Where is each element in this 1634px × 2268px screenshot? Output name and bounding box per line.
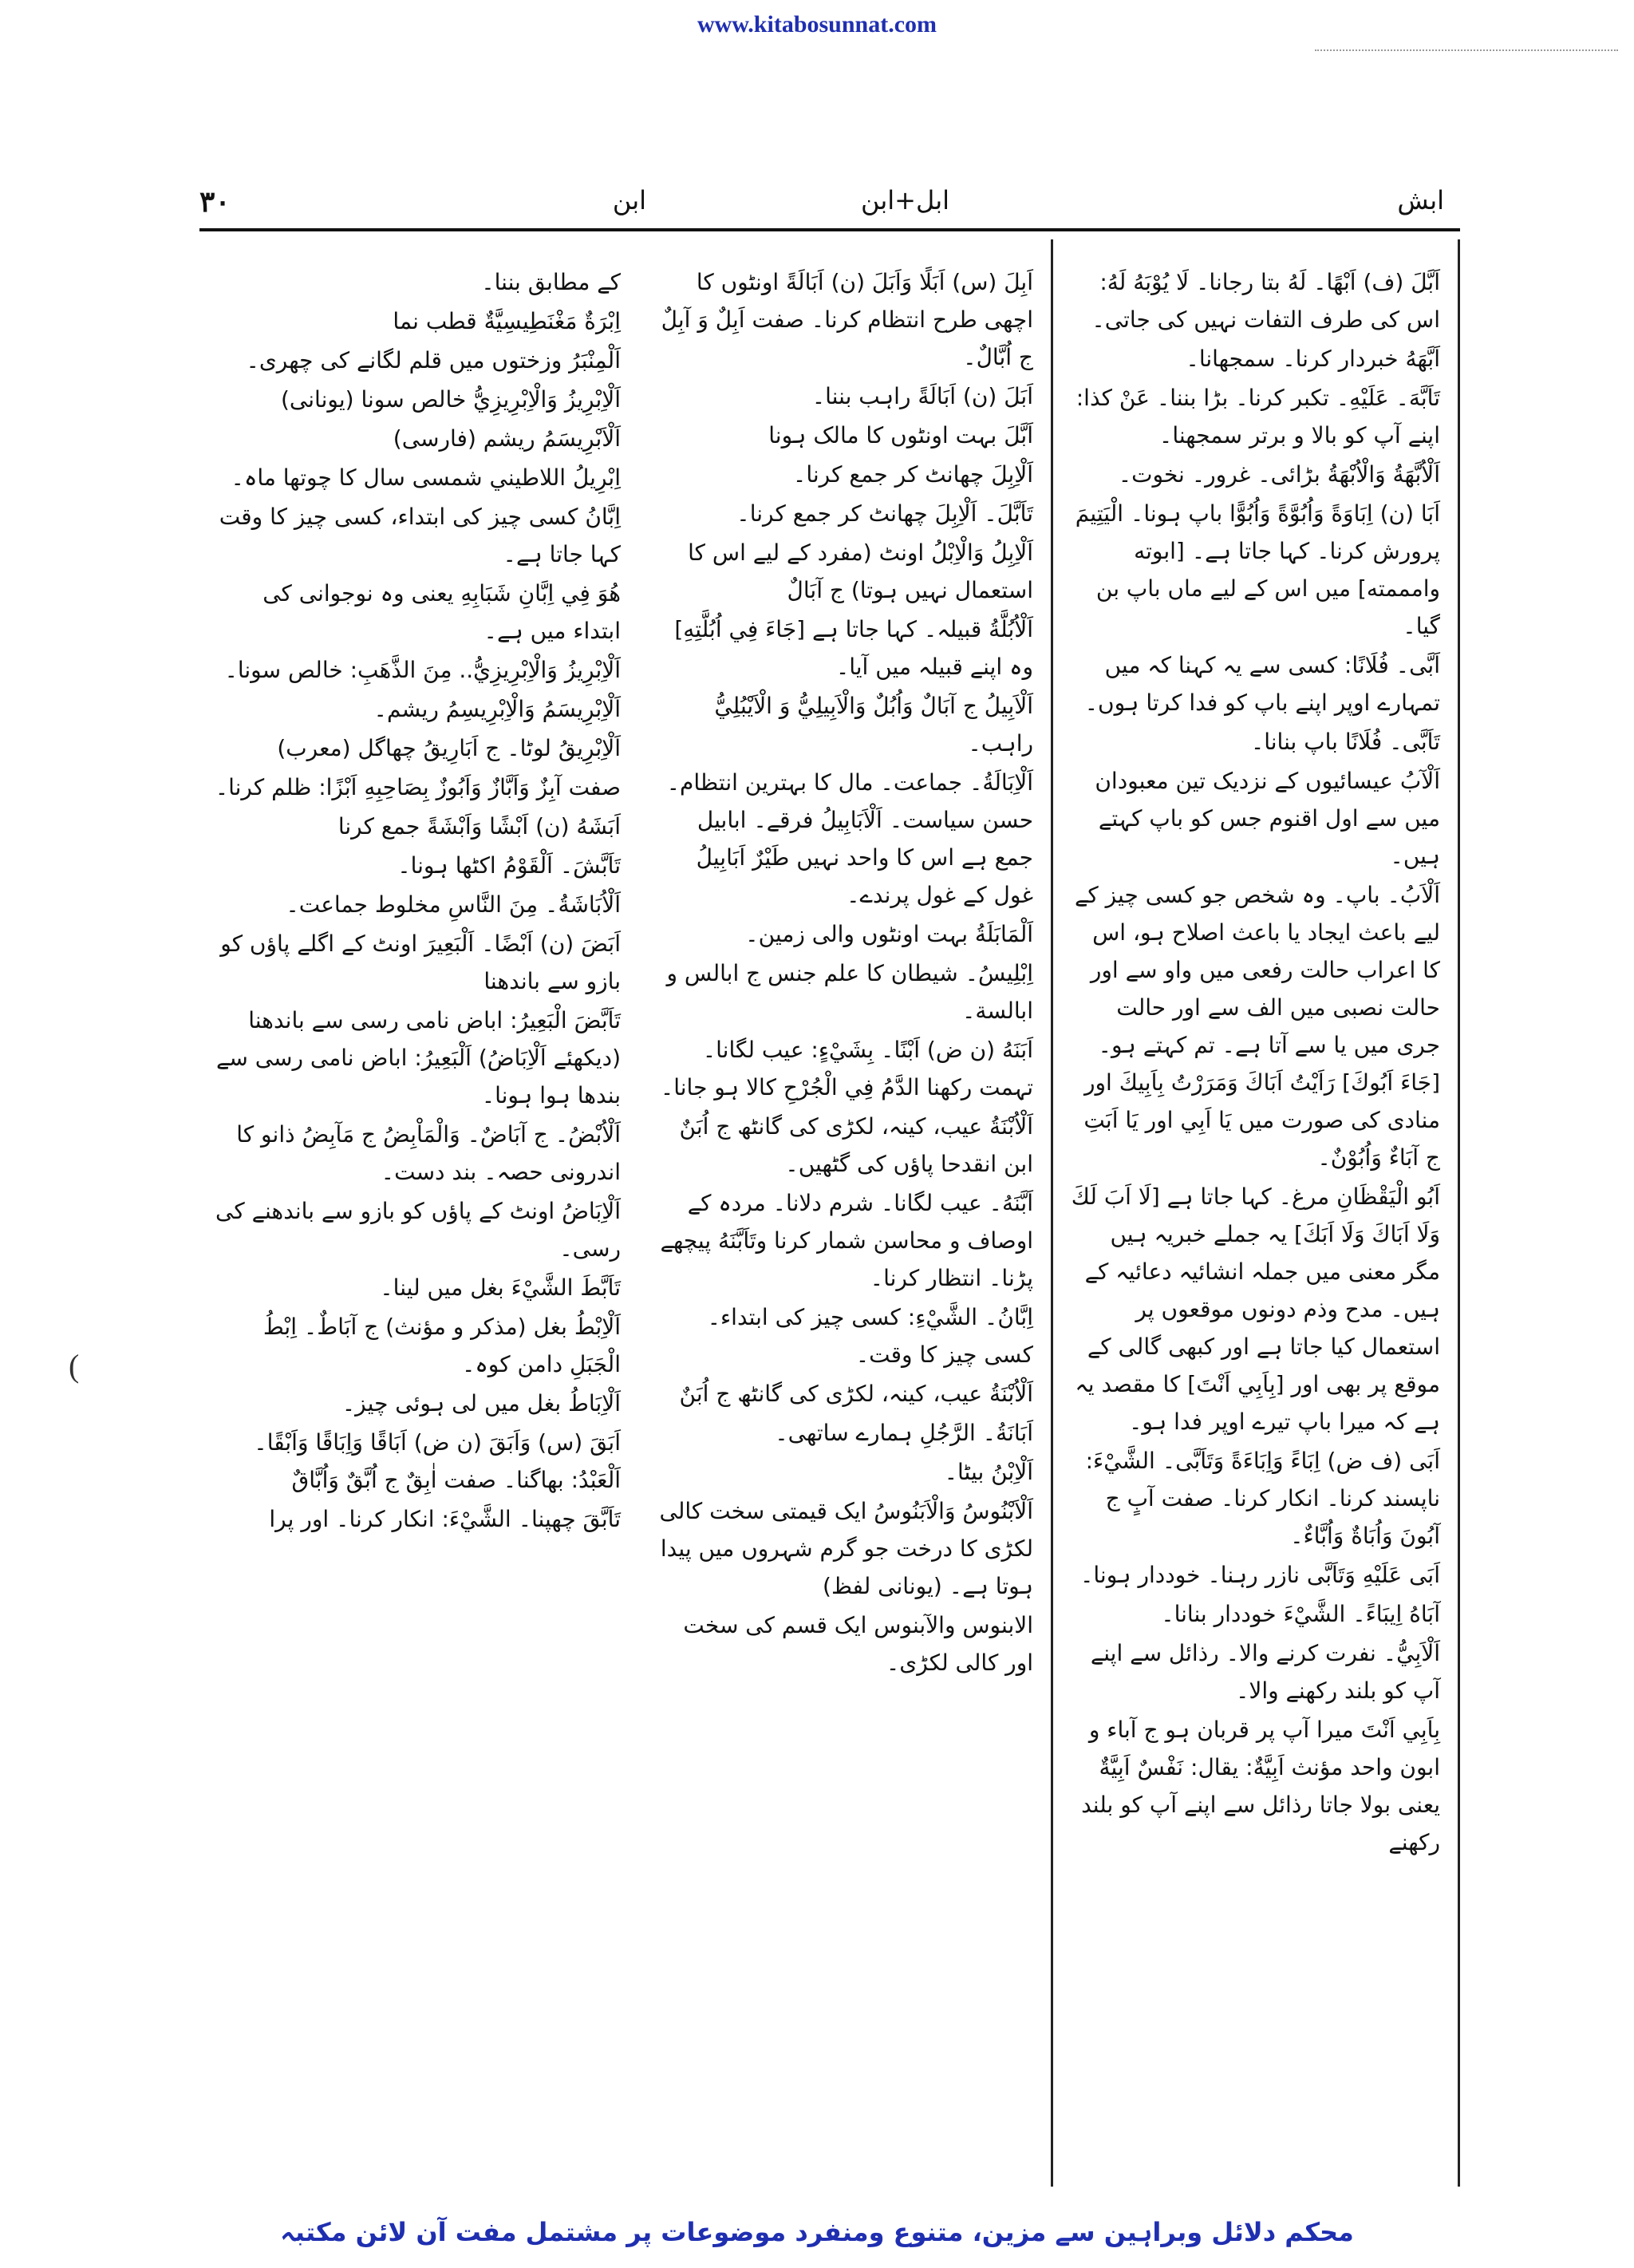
dictionary-columns [191,239,1460,2187]
dictionary-entry: صفت آبِزٌ وَاَبَّازٌ وَاَبُوزٌ بِصَاحِبِهِ اَبْزًا: ظلم کرنا۔ [215,774,621,800]
dictionary-entry: اَلْاِبْنُ بیٹا۔ [944,1459,1033,1485]
dictionary-entry: اَبَقَ (س) وَاَبَقَ (ن ض) اَبَاقًا وَاِبَاقًا وَاَبْقًا۔ اَلْعَبْدُ: بھاگنا۔ صفت اٰبِقٌ ج اُبَّقٌ وَاُبَّاقٌ [254,1429,621,1493]
column-left [1053,239,1460,2187]
dictionary-entry: اَلْاُبَّهَةُ وَالْاُبْهَةُ بڑائی۔ غرور۔ نخوت۔ [1118,461,1440,488]
site-url: www.kitabosunnat.com [697,11,937,38]
dictionary-entry: اِبْلِيسُ۔ شیطان کا علم جنس ج ابالس و ابالسة۔ [666,960,1033,1024]
dictionary-entry: اَلْاِبَالَةُ۔ جماعت۔ مال کا بہترین انتظام۔ حسن سیاست۔ اَلْاَبَابِيلُ فرقے۔ ابابیل جمع ہے اس کا واحد نہیں طَيْرٌ اَبَابِيلُ غول کے غول پرندے۔ [666,769,1033,908]
dictionary-entry: تَاَبَّقَ چھپنا۔ الشَّيْءَ: انکار کرنا۔ اور پرا [269,1506,621,1532]
dictionary-entry: اَبَلَ (ن) اَبَالَةً راہب بننا۔ [811,383,1033,409]
dictionary-entry: اَلْاُبَاشَةُ۔ مِنَ النَّاسِ مخلوط جماعت۔ [286,891,621,918]
dictionary-entry: اَبَى (ف ض) اِبَاءً وَاِبَاءَةً وَتَاَبَّى۔ الشَّيْءَ: ناپسند کرنا۔ انکار کرنا۔ صفت آبٍ ج آبُونَ وَاُبَاةٌ وَاُبَّاءٌ۔ [1085,1448,1440,1549]
page-number: ۳۰ [199,186,231,218]
dictionary-entry: اَلْاَبِيلُ ج آبَالٌ وَاُبُلٌ وَالْاَبِيلِيُّ وَ الْاَيْبُلِيُّ راہب۔ [714,693,1033,757]
dictionary-entry: اَلْاُبْنَةُ عیب، کینہ، لکڑی کی گانٹھ ج اُبَنٌ ابن انقدحا پاؤں کی گٹھیں۔ [679,1113,1033,1177]
dictionary-entry: اِبْرِيلُ اللاطيني شمسی سال کا چوتھا ماہ۔ [231,464,621,491]
dictionary-entry: اَلْمِنْبَرُ وزختوں میں قلم لگانے کی چھری۔ [246,347,621,373]
dictionary-entry: اَبَّنَهُ۔ عیب لگانا۔ شرم دلانا۔ مردہ کے اوصاف و محاسن شمار کرنا وتَاَبَّنَهُ پیچھے پڑنا۔ انتظار کرنا۔ [660,1190,1033,1291]
dictionary-entry: اَلْاِبْرِيزُ وَالْاِبْرِيزِيُّ خالص سونا (یونانی) [281,386,621,413]
dictionary-entry: تَاَبَّى۔ فُلَانًا باپ بنانا۔ [1250,729,1440,755]
dictionary-entry: اَلْاِبِلَ چھانٹ کر جمع کرنا۔ [792,461,1033,488]
dictionary-entry: اَلْمَابَلَةُ بہت اونٹوں والی زمین۔ [745,921,1033,947]
dictionary-entry: اَلْاَبْرِيسَمُ ریشم (فارسی) [393,425,621,452]
dictionary-entry: اَبَشَهُ (ن) اَبْشًا وَاَبْشَةً جمع کرنا [337,813,621,840]
dictionary-entry: اَلْاِبْرِيسَمُ وَالْاِبْرِيسِمُ ریشم۔ [373,696,621,722]
dictionary-entry: اَلْاِبْطُ بغل (مذکر و مؤنث) ج آبَاطٌ۔ اِبْطُ الْجَبَلِ دامن کوہ۔ [262,1314,621,1377]
dictionary-entry: تَاَبَّضَ الْبَعِيرُ: اباض نامی رسی سے باندھنا (دیکھئے اَلْاِبَاضُ) اَلْبَعِيرُ: اباض نامی رسی سے بندھا ہوا ہونا۔ [215,1007,621,1108]
dictionary-entry: اِبْرَةٌ مَغْنَطِيسِيَّةٌ قطب نما [393,308,621,334]
dictionary-entry: اَلْاِبْرِيزُ وَالْاِبْرِيزِيُّ.. مِنَ الذَّهَبِ: خالص سونا۔ [224,657,621,683]
column-right [191,239,638,2187]
dictionary-entry: بِاَبِي اَنْتَ میرا آپ پر قربان ہو ج آباء و ابون واحد مؤنث اَبِيَّةٌ: يقال: نَفْسٌ اَبِيَّةٌ یعنی بولا جاتا رذائل سے اپنے آپ کو بلند رکھنے [1081,1717,1440,1855]
dictionary-entry: اَبَنَهُ (ن ض) اَبْنًا۔ بِشَيْءٍ: عیب لگانا۔ تہمت رکھنا الدَّمُ فِي الْجُرْحِ کالا ہو جانا۔ [660,1037,1033,1100]
dictionary-entry: اَلْاِبْرِيقُ لوٹا۔ ج اَبَارِيقُ چھاگل (معرب) [277,735,621,761]
dictionary-entry: اَبَّلَ (ف) اَبْهًا۔ لَهُ بتا رجانا۔ لَا يُوْبَهُ لَهُ: اس کی طرف التفات نہیں کی جاتی۔ [1091,269,1440,333]
dictionary-entry: اِبَّانُ کسی چیز کی ابتداء، کسی چیز کا وقت کہا جاتا ہے۔ [219,504,621,567]
footer-tagline: محکم دلائل وبراہین سے مزین، متنوع ومنفرد موضوعات پر مشتمل مفت آن لائن مکتبہ [280,2217,1354,2247]
dictionary-entry: اَلْاِبَاطُ بغل میں لی ہوئی چیز۔ [341,1390,621,1417]
dictionary-entry: اَلْاَبِيُّ۔ نفرت کرنے والا۔ رذائل سے اپنے آپ کو بلند رکھنے والا۔ [1090,1640,1440,1704]
dictionary-entry: اِبَّانُ۔ الشَّيْءِ: کسی چیز کی ابتداء۔ کسی چیز کا وقت۔ [707,1304,1033,1368]
header-left-word: ابن [612,185,646,215]
dictionary-entry: تَاَبَّطَ الشَّيْءَ بغل میں لینا۔ [380,1274,621,1301]
dictionary-entry: اَبَّهَهُ خبردار کرنا۔ سمجھانا۔ [1186,346,1440,372]
dictionary-entry: اَلْاَبْنُوسُ وَالْاَبَنُوسُ ایک قیمتی سخت کالی لکڑی کا درخت جو گرم شہروں میں پیدا ہوتا ہے۔ (یونانی لفظ) [659,1498,1033,1599]
dictionary-entry: کے مطابق بننا۔ [481,269,621,295]
dictionary-entry: اَلْآبُ عیسائیوں کے نزدیک تین معبودان میں سے اول اقنوم جس کو باپ کہتے ہیں۔ [1095,768,1440,869]
dictionary-entry: اَبِلَ (س) اَبَلًا وَاَبَلَ (ن) اَبَالَةً اونٹوں کا اچھی طرح انتظام کرنا۔ صفت اَبِلٌ وَ آبِلٌ ج اُبَّالٌ۔ [661,269,1033,370]
dictionary-entry: اَبَضَ (ن) اَبْضًا۔ اَلْبَعِيرَ اونٹ کے اگلے پاؤں کو بازو سے باندھنا [220,931,621,994]
page-header [199,185,1444,230]
dictionary-entry: هُوَ فِي اِبَّانِ شَبَابِهِ یعنی وہ نوجوانی کی ابتداء میں ہے۔ [262,580,621,644]
dictionary-entry: تَاَبَّهَ۔ عَلَيْهِ۔ تکبر کرنا۔ بڑا بننا۔ عَنْ كذا: اپنے آپ کو بالا و برتر سمجھنا۔ [1076,385,1440,448]
dictionary-entry: اَلْاُبْضُ۔ ج آبَاضٌ۔ وَالْمَاْبِضُ ج مَآبِضُ ذانو کا اندرونی حصہ۔ بند دست۔ [236,1121,621,1185]
header-right-word: ابش [1397,185,1444,215]
header-rule [199,228,1460,231]
dictionary-entry: اَبَّلَ بہت اونٹوں کا مالک ہونا [768,422,1033,448]
dictionary-entry: اَبَى عَلَيْهِ وَتَاَبَّى نازر رہنا۔ خوددار ہونا۔ [1079,1562,1440,1588]
margin-mark: ( [69,1348,80,1384]
dictionary-entry: اَبَا (ن) اِبَاوَةً وَاُبُوَّةً وَاُبُوًّا باپ ہونا۔ الْيَتِيمَ پرورش کرنا۔ کہا جاتا ہے۔ [ابوته وامممته] میں اس کے لیے ماں باپ بن گیا۔ [1075,500,1440,639]
dictionary-entry: تَاَبَّلَ۔ اَلْاِبِلَ چھانٹ کر جمع کرنا۔ [736,500,1033,527]
column-middle [638,239,1053,2187]
dictionary-entry: اَلْاُبُلَّةُ قبیلہ۔ کہا جاتا ہے [جَاءَ فِي اُبُلَّتِهِ] وہ اپنے قبیلہ میں آیا۔ [674,616,1033,680]
dictionary-entry: اَلْاِبَاضُ اونٹ کے پاؤں کو بازو سے باندھنے کی رسی۔ [215,1198,621,1262]
dictionary-entry: اَبَّى۔ فُلَانًا: کسی سے یہ کہنا کہ میں تمہارے اوپر اپنے باپ کو فدا کرتا ہوں۔ [1084,652,1440,716]
dictionary-entry: اَلْاَبُ۔ باپ۔ وہ شخص جو کسی چیز کے لیے باعث ایجاد یا باعث اصلاح ہو، اس کا اعراب حالت رفعی میں واو سے اور حالت نصبی میں الف سے اور حالت جری میں یا سے آتا ہے۔ تم کہتے ہو۔ [جَاءَ اَبُوكَ] رَاَيْتُ اَبَاكَ وَمَرَرْتُ بِاَبِيكَ اور منادی کی صورت میں يَا اَبِي اور يَا اَبَتِ ج آبَاءٌ وَاُبُوْنٌ۔ [1074,882,1440,1171]
scan-speck-line [1315,49,1618,56]
dictionary-entry: آبَاهُ اِيبَاءً۔ الشَّيْءَ خوددار بنانا۔ [1161,1601,1440,1627]
dictionary-entry: الابنوس والآبنوس ایک قسم کی سخت اور کالی لکڑی۔ [683,1612,1033,1676]
dictionary-entry: اَلْاِبِلُ وَالْاِبْلُ اونٹ (مفرد کے لیے اس کا استعمال نہیں ہوتا) ج آبَالٌ [688,539,1033,603]
dictionary-entry: اَلْاُبْنَةُ عیب، کینہ، لکڑی کی گانٹھ ج اُبَنٌ [679,1381,1033,1407]
header-middle-words: ابل+ابن [861,185,949,215]
dictionary-entry: تَاَبَّشَ۔ اَلْقَوْمُ اکٹھا ہونا۔ [397,852,621,879]
dictionary-entry: اَبَانَةُ۔ الرَّجُلِ ہمارے ساتھی۔ [775,1420,1033,1446]
dictionary-entry: اَبُو الْيَقْظَانِ مرغ۔ کہا جاتا ہے [لَا اَبَ لَكَ وَلَا اَبَاكَ وَلَا اَبَكَ] یہ جملے خبریہ ہیں مگر معنی میں جملہ انشائیہ دعائیہ کے ہیں۔ مدح وذم دونوں موقعوں پر استعمال کیا جاتا ہے اور کبھی گالی کے موقع پر بھی اور [بِاَبِي اَنْتَ] کا مقصد یہ ہے کہ میرا باپ تیرے اوپر فدا ہو۔ [1071,1183,1440,1435]
